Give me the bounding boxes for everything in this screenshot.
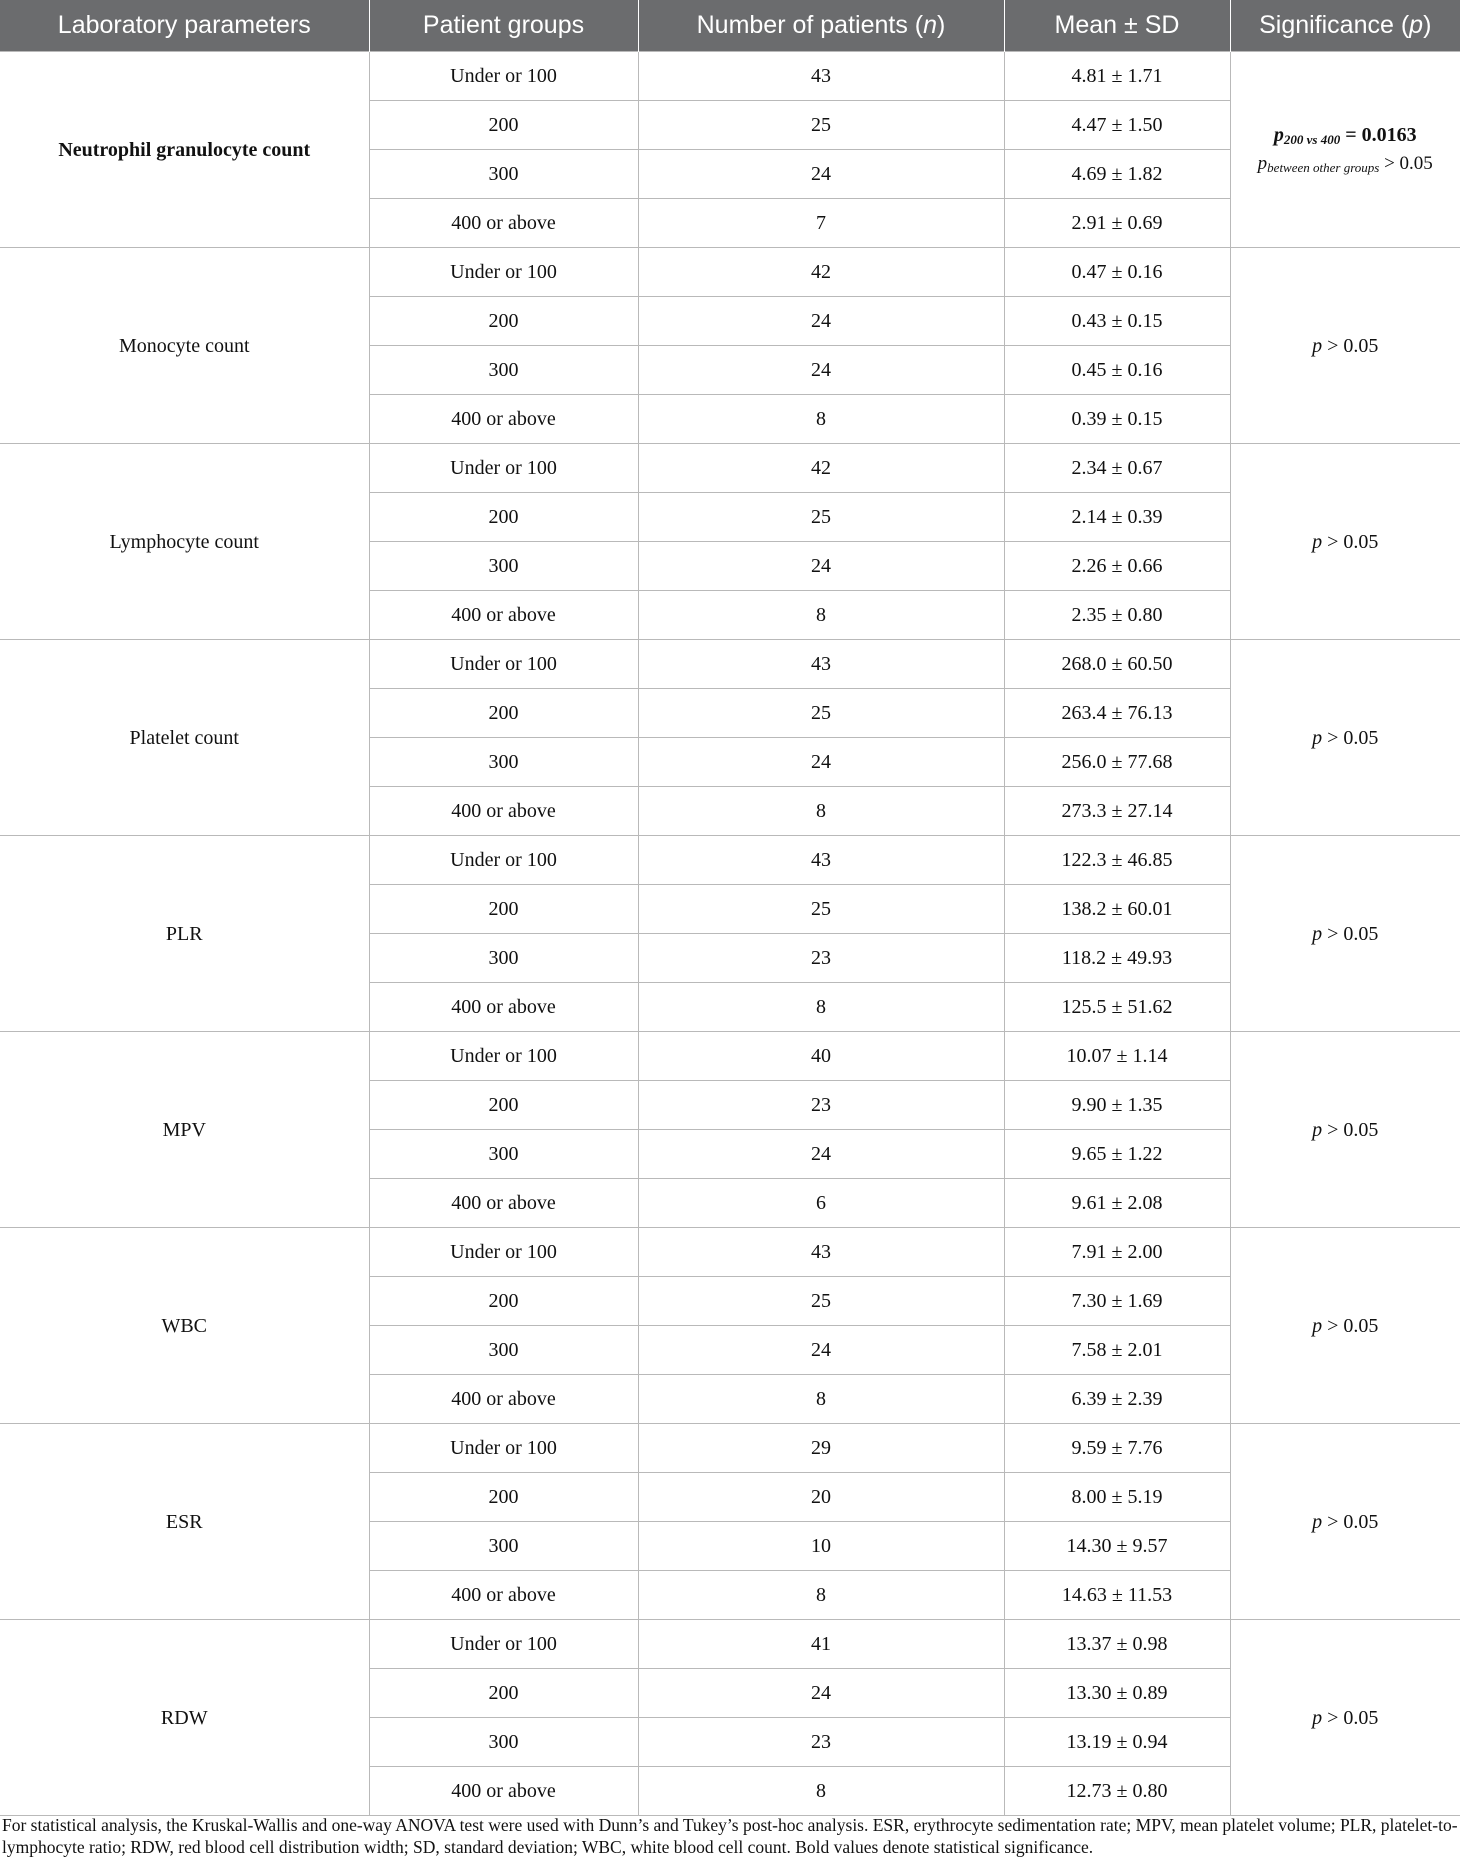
mean-sd-value: 125.5 ± 51.62 — [1004, 983, 1230, 1032]
patient-group: 400 or above — [369, 199, 638, 248]
patient-count: 6 — [638, 1179, 1004, 1228]
patient-group: Under or 100 — [369, 640, 638, 689]
mean-sd-value: 2.35 ± 0.80 — [1004, 591, 1230, 640]
mean-sd-value: 13.37 ± 0.98 — [1004, 1620, 1230, 1669]
patient-group: Under or 100 — [369, 1228, 638, 1277]
patient-count: 43 — [638, 52, 1004, 101]
patient-group: 200 — [369, 689, 638, 738]
mean-sd-value: 9.61 ± 2.08 — [1004, 1179, 1230, 1228]
mean-sd-value: 6.39 ± 2.39 — [1004, 1375, 1230, 1424]
mean-sd-value: 4.81 ± 1.71 — [1004, 52, 1230, 101]
mean-sd-value: 0.39 ± 0.15 — [1004, 395, 1230, 444]
patient-group: 400 or above — [369, 1767, 638, 1816]
patient-count: 25 — [638, 885, 1004, 934]
patient-count: 43 — [638, 640, 1004, 689]
patient-count: 24 — [638, 297, 1004, 346]
patient-count: 24 — [638, 542, 1004, 591]
patient-group: 200 — [369, 101, 638, 150]
parameter-name: Neutrophil granulocyte count — [0, 52, 369, 248]
patient-count: 8 — [638, 787, 1004, 836]
parameter-name: Lymphocyte count — [0, 444, 369, 640]
patient-count: 8 — [638, 1571, 1004, 1620]
patient-group: Under or 100 — [369, 444, 638, 493]
patient-count: 25 — [638, 1277, 1004, 1326]
patient-count: 43 — [638, 836, 1004, 885]
patient-count: 25 — [638, 101, 1004, 150]
patient-count: 24 — [638, 1669, 1004, 1718]
patient-count: 43 — [638, 1228, 1004, 1277]
mean-sd-value: 4.47 ± 1.50 — [1004, 101, 1230, 150]
patient-group: Under or 100 — [369, 52, 638, 101]
patient-group: 300 — [369, 934, 638, 983]
patient-group: 200 — [369, 1081, 638, 1130]
mean-sd-value: 12.73 ± 0.80 — [1004, 1767, 1230, 1816]
mean-sd-value: 268.0 ± 60.50 — [1004, 640, 1230, 689]
patient-group: 400 or above — [369, 787, 638, 836]
patient-group: 200 — [369, 297, 638, 346]
parameter-name: Platelet count — [0, 640, 369, 836]
patient-count: 29 — [638, 1424, 1004, 1473]
mean-sd-value: 2.91 ± 0.69 — [1004, 199, 1230, 248]
mean-sd-value: 9.65 ± 1.22 — [1004, 1130, 1230, 1179]
patient-group: 300 — [369, 150, 638, 199]
header-patient-groups: Patient groups — [369, 0, 638, 52]
mean-sd-value: 0.45 ± 0.16 — [1004, 346, 1230, 395]
patient-count: 8 — [638, 1375, 1004, 1424]
table-row — [0, 1620, 1460, 1669]
significance-value: p > 0.05 — [1230, 444, 1460, 640]
table-row — [0, 1424, 1460, 1473]
table-row — [0, 640, 1460, 689]
mean-sd-value: 7.91 ± 2.00 — [1004, 1228, 1230, 1277]
parameter-name: ESR — [0, 1424, 369, 1620]
patient-count: 24 — [638, 150, 1004, 199]
significant-p-value: $p_{200 vs 400} = 0.0163$ — [1273, 123, 1417, 147]
table-footnote: For statistical analysis, the Kruskal-Wallis and one-way ANOVA test were used with Dunn’s and Tukey’s post-hoc analysis. ESR, erythrocyte sedimentation rate; MPV, mean platelet volume; PLR, platelet-to-lymphocyte ratio; RDW, red blood cell distribution width; SD, standard deviation; WBC, white blood cell count. Bold values denote statistical significance. — [2, 1815, 1458, 1857]
table-row — [0, 836, 1460, 885]
significance-value: p > 0.05 — [1230, 1032, 1460, 1228]
mean-sd-value: 0.47 ± 0.16 — [1004, 248, 1230, 297]
mean-sd-value: 8.00 ± 5.19 — [1004, 1473, 1230, 1522]
other-groups-p-value: $p_{between other groups} > 0.05$ — [1257, 153, 1433, 176]
mean-sd-value: 2.34 ± 0.67 — [1004, 444, 1230, 493]
patient-count: 42 — [638, 444, 1004, 493]
patient-group: 400 or above — [369, 983, 638, 1032]
table-row — [0, 444, 1460, 493]
patient-group: 400 or above — [369, 1179, 638, 1228]
mean-sd-value: 256.0 ± 77.68 — [1004, 738, 1230, 787]
patient-group: Under or 100 — [369, 248, 638, 297]
mean-sd-value: 0.43 ± 0.15 — [1004, 297, 1230, 346]
patient-group: 200 — [369, 493, 638, 542]
patient-count: 24 — [638, 1130, 1004, 1179]
mean-sd-value: 13.30 ± 0.89 — [1004, 1669, 1230, 1718]
mean-sd-value: 9.90 ± 1.35 — [1004, 1081, 1230, 1130]
patient-group: 400 or above — [369, 1375, 638, 1424]
patient-group: 300 — [369, 542, 638, 591]
patient-group: 200 — [369, 885, 638, 934]
patient-count: 40 — [638, 1032, 1004, 1081]
patient-group: 200 — [369, 1473, 638, 1522]
significance-value: p > 0.05 — [1230, 836, 1460, 1032]
header-laboratory-parameters: Laboratory parameters — [0, 0, 369, 52]
table-row — [0, 248, 1460, 297]
patient-count: 42 — [638, 248, 1004, 297]
patient-count: 25 — [638, 689, 1004, 738]
patient-group: 200 — [369, 1277, 638, 1326]
patient-group: 400 or above — [369, 591, 638, 640]
patient-group: 300 — [369, 738, 638, 787]
mean-sd-value: 13.19 ± 0.94 — [1004, 1718, 1230, 1767]
patient-group: Under or 100 — [369, 836, 638, 885]
patient-count: 24 — [638, 1326, 1004, 1375]
mean-sd-value: 273.3 ± 27.14 — [1004, 787, 1230, 836]
mean-sd-value: 2.26 ± 0.66 — [1004, 542, 1230, 591]
mean-sd-value: 122.3 ± 46.85 — [1004, 836, 1230, 885]
mean-sd-value: 10.07 ± 1.14 — [1004, 1032, 1230, 1081]
mean-sd-value: 14.30 ± 9.57 — [1004, 1522, 1230, 1571]
patient-count: 23 — [638, 1081, 1004, 1130]
patient-count: 20 — [638, 1473, 1004, 1522]
significance-value: p > 0.05 — [1230, 1228, 1460, 1424]
patient-count: 10 — [638, 1522, 1004, 1571]
patient-group: Under or 100 — [369, 1424, 638, 1473]
table-row — [0, 52, 1460, 101]
patient-group: 300 — [369, 346, 638, 395]
patient-group: 200 — [369, 1669, 638, 1718]
patient-count: 8 — [638, 591, 1004, 640]
parameter-name: WBC — [0, 1228, 369, 1424]
significance-value: p > 0.05 — [1230, 248, 1460, 444]
header-number-of-patients: Number of patients (n) — [638, 0, 1004, 52]
patient-count: 25 — [638, 493, 1004, 542]
mean-sd-value: 2.14 ± 0.39 — [1004, 493, 1230, 542]
patient-group: Under or 100 — [369, 1620, 638, 1669]
parameter-name: RDW — [0, 1620, 369, 1816]
significance-value: p > 0.05 — [1230, 1424, 1460, 1620]
header-significance: Significance (p) — [1230, 0, 1460, 52]
mean-sd-value: 7.30 ± 1.69 — [1004, 1277, 1230, 1326]
patient-count: 7 — [638, 199, 1004, 248]
mean-sd-value: 9.59 ± 7.76 — [1004, 1424, 1230, 1473]
mean-sd-value: 14.63 ± 11.53 — [1004, 1571, 1230, 1620]
patient-count: 8 — [638, 395, 1004, 444]
table-row — [0, 1228, 1460, 1277]
mean-sd-value: 263.4 ± 76.13 — [1004, 689, 1230, 738]
patient-group: 300 — [369, 1130, 638, 1179]
significance-value: p > 0.05 — [1230, 1620, 1460, 1816]
patient-group: Under or 100 — [369, 1032, 638, 1081]
patient-count: 23 — [638, 1718, 1004, 1767]
patient-count: 24 — [638, 346, 1004, 395]
header-mean-sd: Mean ± SD — [1004, 0, 1230, 52]
patient-group: 300 — [369, 1718, 638, 1767]
mean-sd-value: 138.2 ± 60.01 — [1004, 885, 1230, 934]
patient-count: 41 — [638, 1620, 1004, 1669]
significance-value: p > 0.05 — [1230, 640, 1460, 836]
patient-group: 400 or above — [369, 395, 638, 444]
patient-group: 300 — [369, 1326, 638, 1375]
header-row — [0, 0, 1460, 52]
mean-sd-value: 7.58 ± 2.01 — [1004, 1326, 1230, 1375]
significance-value — [1230, 52, 1460, 248]
patient-group: 400 or above — [369, 1571, 638, 1620]
patient-group: 300 — [369, 1522, 638, 1571]
patient-count: 24 — [638, 738, 1004, 787]
parameter-name: PLR — [0, 836, 369, 1032]
patient-count: 8 — [638, 983, 1004, 1032]
patient-count: 23 — [638, 934, 1004, 983]
patient-count: 8 — [638, 1767, 1004, 1816]
parameter-name: MPV — [0, 1032, 369, 1228]
mean-sd-value: 4.69 ± 1.82 — [1004, 150, 1230, 199]
table-row — [0, 1032, 1460, 1081]
mean-sd-value: 118.2 ± 49.93 — [1004, 934, 1230, 983]
parameter-name: Monocyte count — [0, 248, 369, 444]
